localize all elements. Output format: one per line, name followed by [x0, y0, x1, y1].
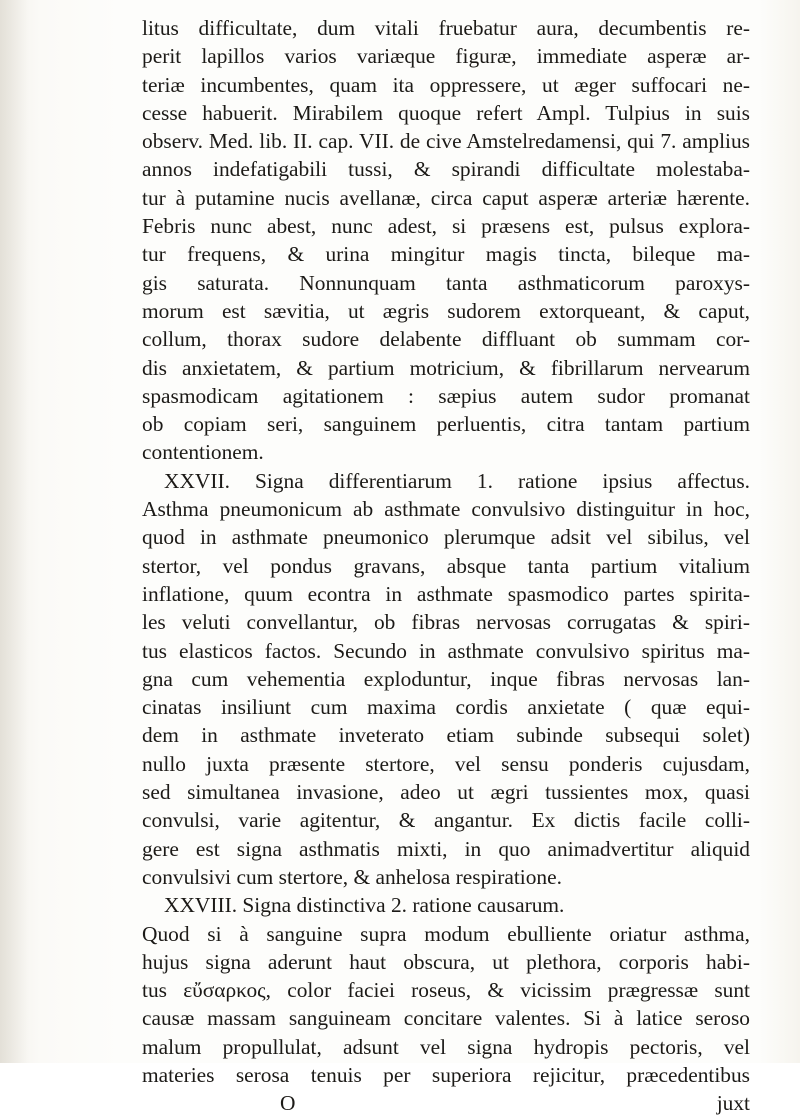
text-line: tur à putamine nucis avellanæ, circa caput asperæ arteriæ hærente. — [142, 185, 750, 210]
text-line: tus εὔσαρκος, color faciei roseus, & vicissim prægressæ sunt — [142, 978, 750, 1003]
text-line: tur frequens, & urina mingitur magis tincta, bileque ma- — [142, 242, 750, 267]
text-line: convulsi, varie agitentur, & angantur. Ex dictis facile colli- — [142, 808, 750, 833]
text-line: gna cum vehementia exploduntur, inque fibras nervosas lan- — [142, 666, 750, 691]
text-line: convulsivi cum stertore, & anhelosa respiratione. — [142, 864, 562, 889]
text-line: stertor, vel pondus gravans, absque tanta partium vitalium — [142, 553, 750, 578]
text-line: Asthma pneumonicum ab asthmate convulsivo distinguitur in hoc, — [142, 497, 750, 522]
catchword: juxt — [716, 1091, 750, 1116]
text-line: morum est sævitia, ut ægris sudorem extorqueant, & caput, — [142, 298, 750, 323]
text-line: sed simultanea invasione, adeo ut ægri tussientes mox, quasi — [142, 780, 750, 805]
text-line: annos indefatigabili tussi, & spirandi difficultate molestaba- — [142, 157, 750, 182]
latin-text-body — [142, 14, 750, 1118]
text-line: Quod si à sanguine supra modum ebulliente oriatur asthma, — [142, 921, 750, 946]
text-line: inflatione, quum econtra in asthmate spasmodico partes spirita- — [142, 581, 750, 606]
text-line: litus difficultate, dum vitali fruebatur aura, decumbentis re- — [142, 16, 750, 40]
signature-mark: O — [280, 1091, 296, 1116]
footer-line — [142, 1089, 750, 1117]
text-line: ob copiam seri, sanguinem perluentis, citra tantam partium — [142, 412, 750, 437]
text-line: cinatas insiliunt cum maxima cordis anxietate ( quæ equi- — [142, 695, 750, 720]
text-line: gis saturata. Nonnunquam tanta asthmaticorum paroxys- — [142, 270, 750, 295]
text-line: materies serosa tenuis per superiora rejicitur, præcedentibus — [142, 1062, 750, 1087]
text-line: cesse habuerit. Mirabilem quoque refert Ampl. Tulpius in suis — [142, 100, 750, 125]
text-line: perit lapillos varios variæque figuræ, immediate asperæ ar- — [142, 44, 750, 69]
section-heading-xxvii: XXVII. Signa differentiarum 1. ratione ipsius affectus. — [164, 468, 750, 493]
text-line: spasmodicam agitationem : sæpius autem sudor promanat — [142, 383, 750, 408]
text-line: hujus signa aderunt haut obscura, ut plethora, corporis habi- — [142, 949, 750, 974]
text-line: collum, thorax sudore delabente diffluant ob summam cor- — [142, 327, 750, 352]
text-line: dem in asthmate inveterato etiam subinde subsequi solet) — [142, 723, 750, 748]
text-line: observ. Med. lib. II. cap. VII. de cive Amstelredamensi, qui 7. amplius — [142, 129, 750, 154]
text-line: gere est signa asthmatis mixti, in quo animadvertitur aliquid — [142, 836, 750, 861]
text-line: quod in asthmate pneumonico plerumque adsit vel sibilus, vel — [142, 525, 750, 550]
section-heading-xxviii: XXVIII. Signa distinctiva 2. ratione causarum. — [164, 893, 565, 918]
text-line: Febris nunc abest, nunc adest, si præsens est, pulsus explora- — [142, 214, 750, 239]
text-line: dis anxietatem, & partium motricium, & fibrillarum nervearum — [142, 355, 750, 380]
text-line: nullo juxta præsente stertore, vel sensu ponderis cujusdam, — [142, 751, 750, 776]
text-line: teriæ incumbentes, quam ita oppressere, ut æger suffocari ne- — [142, 72, 750, 97]
page-gutter-shadow — [0, 0, 28, 1063]
text-line: les veluti convellantur, ob fibras nervosas corrugatas & spiri- — [142, 610, 750, 635]
text-line: contentionem. — [142, 440, 264, 465]
text-line: causæ massam sanguineam concitare valentes. Si à latice seroso — [142, 1006, 750, 1031]
text-line: malum propullulat, adsunt vel signa hydropis pectoris, vel — [142, 1034, 750, 1059]
text-line: tus elasticos factos. Secundo in asthmate convulsivo spiritus ma- — [142, 638, 750, 663]
